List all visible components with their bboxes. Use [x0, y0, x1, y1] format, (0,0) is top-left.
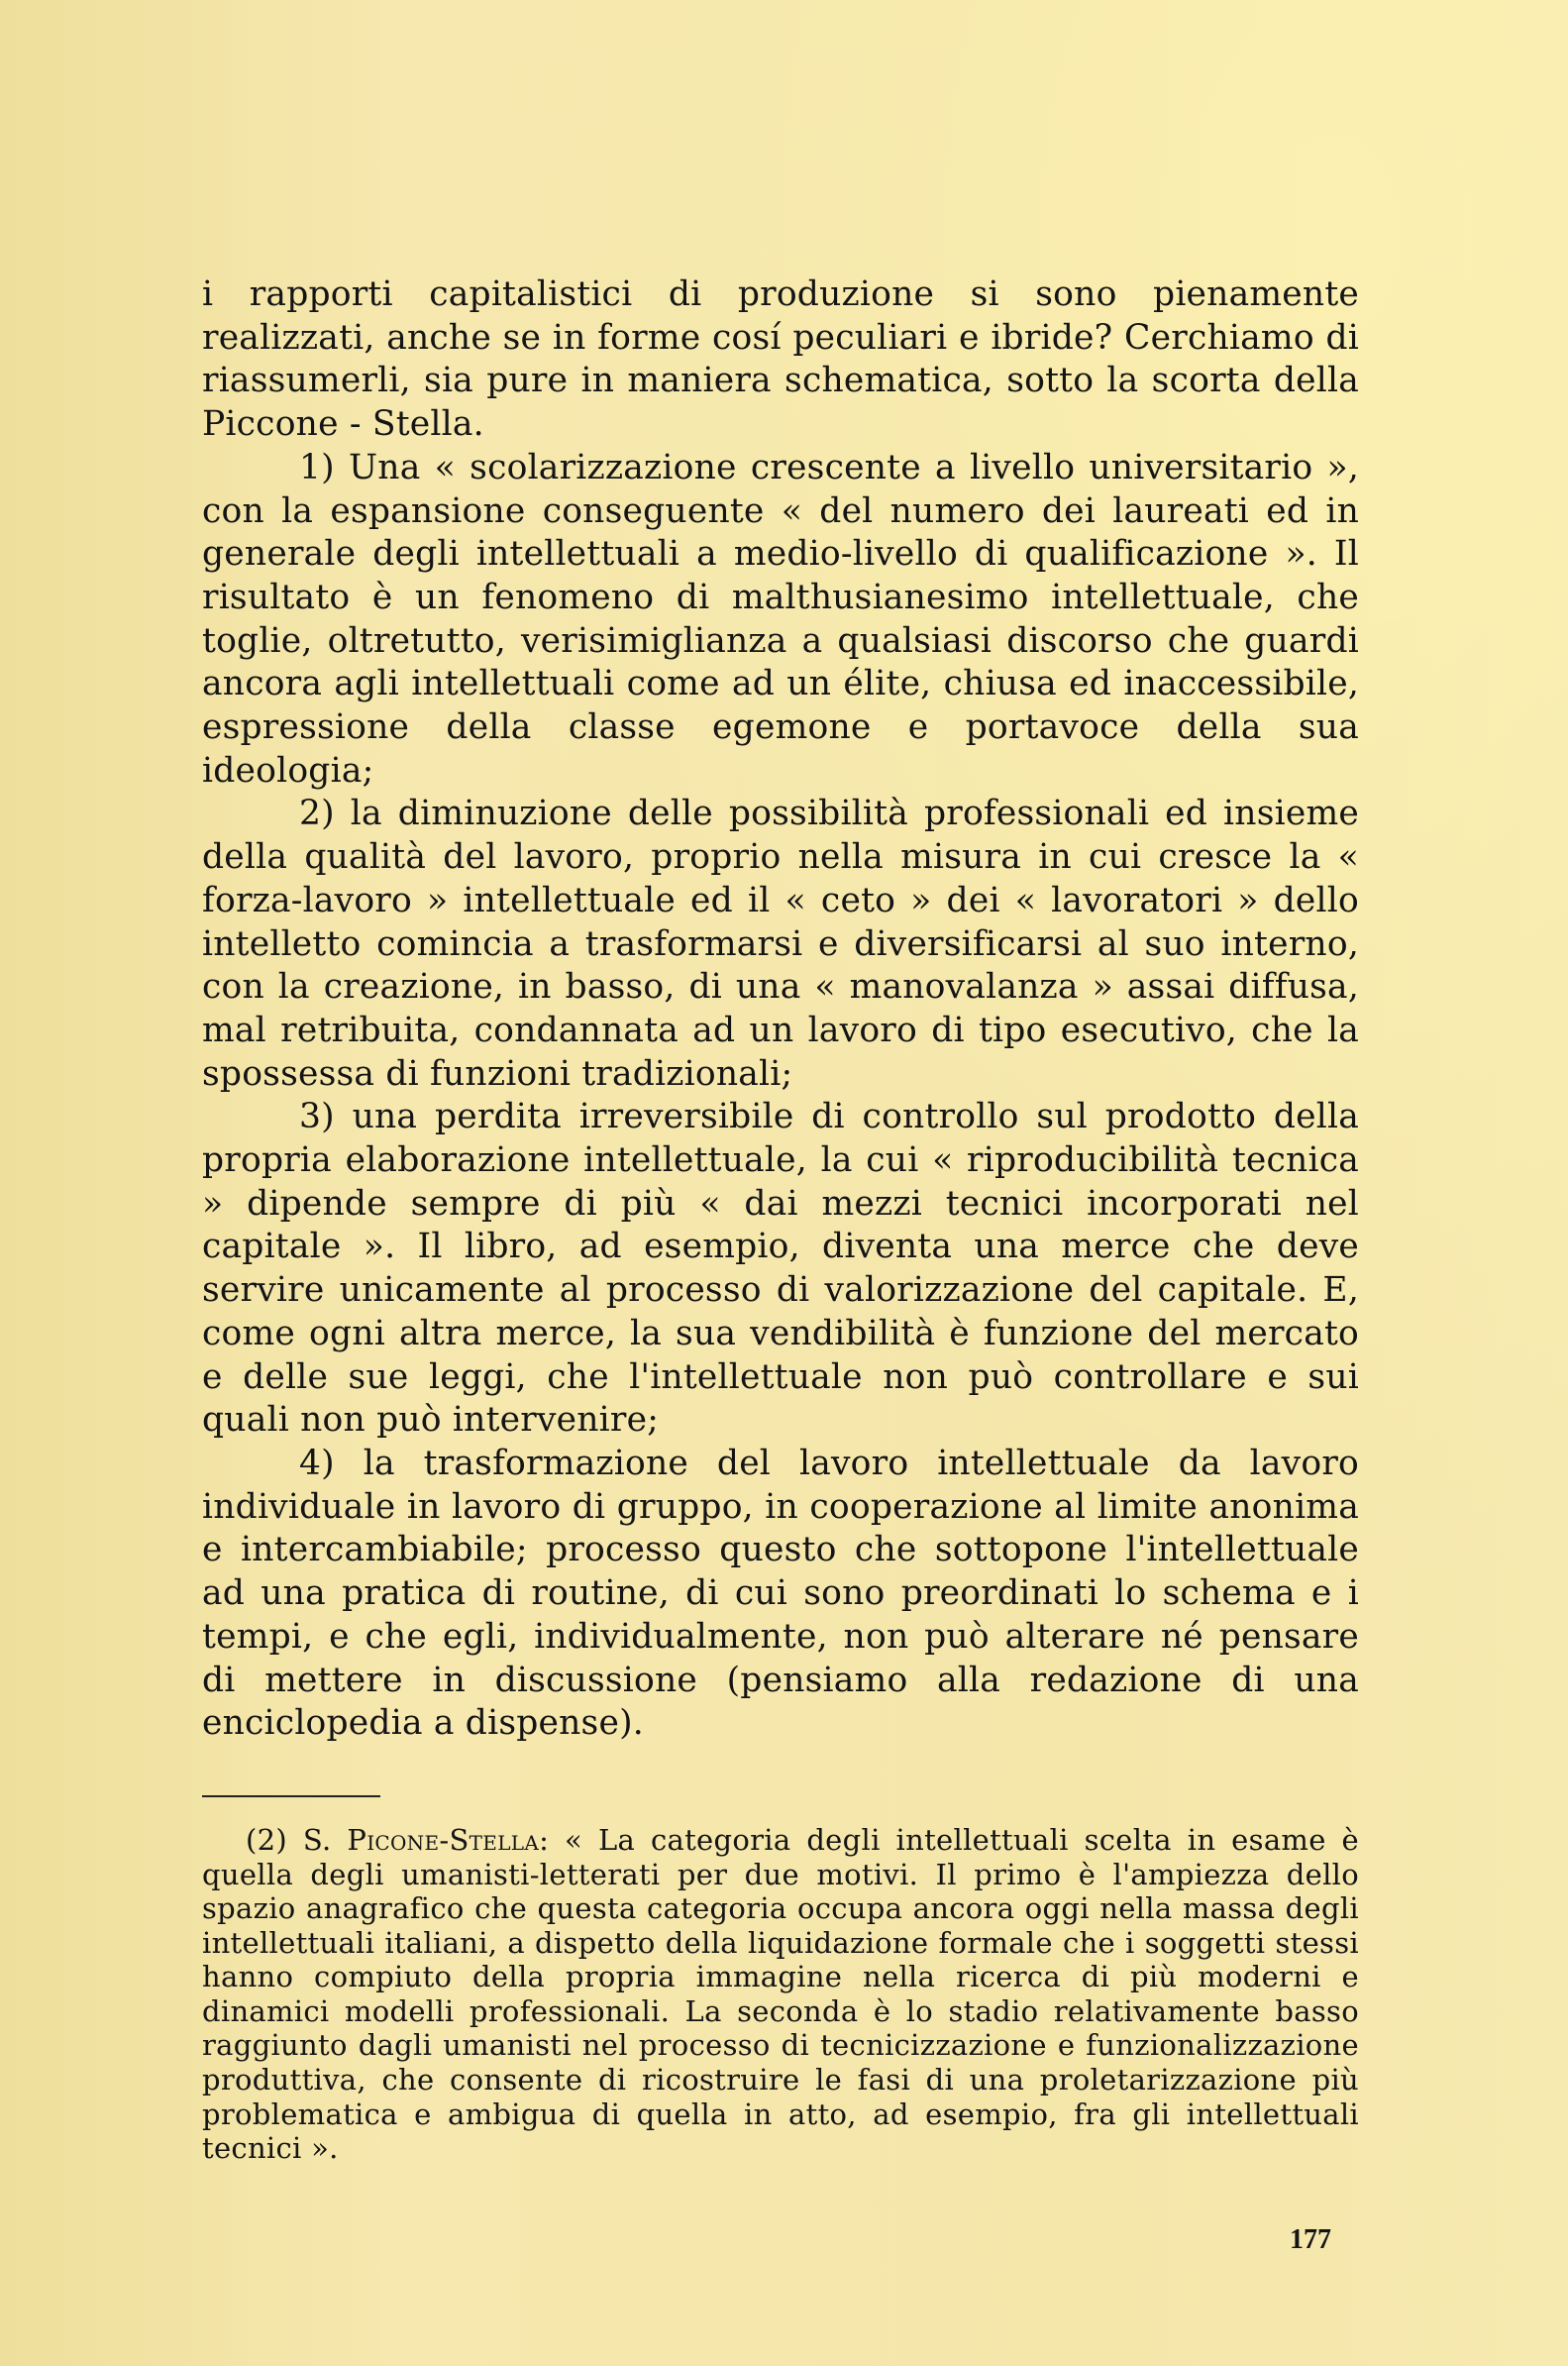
- main-text: [202, 273, 1359, 1746]
- footnote-marker: (2) S.: [246, 1822, 332, 1857]
- page-number: 177: [1290, 2224, 1331, 2255]
- footnote-2: [202, 1823, 1359, 2166]
- paragraph-point-2: 2) la diminuzione delle possibilità professionali ed insieme della qualità del lavoro, proprio nella misura in cui cresce la « forza-lavoro » intellettuale ed il « ceto » dei « lavoratori » dello intelletto comincia a trasformarsi e diversificarsi al suo interno, con la creazione, in basso, di una « manovalanza » assai diffusa, mal retribuita, condannata ad un lavoro di tipo esecutivo, che la spossessa di funzioni tradizionali;: [202, 794, 1359, 1094]
- paragraph-continuation: i rapporti capitalistici di produzione si sono pienamente realizzati, anche se in forme cosí peculiari e ibride? Cerchiamo di riassumerli, sia pure in maniera schematica, sotto la scorta della Piccone - Stella.: [202, 274, 1359, 445]
- footnote-author: Picone-Stella:: [347, 1822, 550, 1857]
- paragraph-point-1: 1) Una « scolarizzazione crescente a livello universitario », con la espansione conseguente « del numero dei laureati ed in generale degli intellettuali a medio-livello di qualificazione ». Il risultato è un fenomeno di malthusianesimo intellettuale, che toglie, oltretutto, verisimiglianza a qualsiasi discorso che guardi ancora agli intellettuali come ad un élite, chiusa ed inaccessibile, espressione della classe egemone e portavoce della sua ideologia;: [202, 447, 1359, 791]
- footnote-divider: [202, 1795, 380, 1797]
- footnote-text: « La categoria degli intellettuali scelta in esame è quella degli umanisti-letterati per due motivi. Il primo è l'ampiezza dello spazio anagrafico che questa categoria occupa ancora oggi nella massa degli intellettuali italiani, a dispetto della liquidazione formale che i soggetti stessi hanno compiuto della propria immagine nella ricerca di più moderni e dinamici modelli professionali. La seconda è lo stadio relativamente basso raggiunto dagli umanisti nel processo di tecnicizzazione e funzionalizzazione produttiva, che consente di ricostruire le fasi di una proletarizzazione più problematica e ambigua di quella in atto, ad esempio, fra gli intellettuali tecnici ».: [202, 1822, 1359, 2166]
- paragraph-point-3: 3) una perdita irreversibile di controllo sul prodotto della propria elaborazione intellettuale, la cui « riproducibilità tecnica » dipende sempre di più « dai mezzi tecnici incorporati nel capitale ». Il libro, ad esempio, diventa una merce che deve servire unicamente al processo di valorizzazione del capitale. E, come ogni altra merce, la sua vendibilità è funzione del mercato e delle sue leggi, che l'intellettuale non può controllare e sui quali non può intervenire;: [202, 1097, 1359, 1441]
- paragraph-point-4: 4) la trasformazione del lavoro intellettuale da lavoro individuale in lavoro di gruppo, in cooperazione al limite anonima e intercambiabile; processo questo che sottopone l'intellettuale ad una pratica di routine, di cui sono preordinati lo schema e i tempi, e che egli, individualmente, non può alterare né pensare di mettere in discussione (pensiamo alla redazione di una enciclopedia a dispense).: [202, 1443, 1359, 1744]
- page-content: [202, 273, 1359, 2166]
